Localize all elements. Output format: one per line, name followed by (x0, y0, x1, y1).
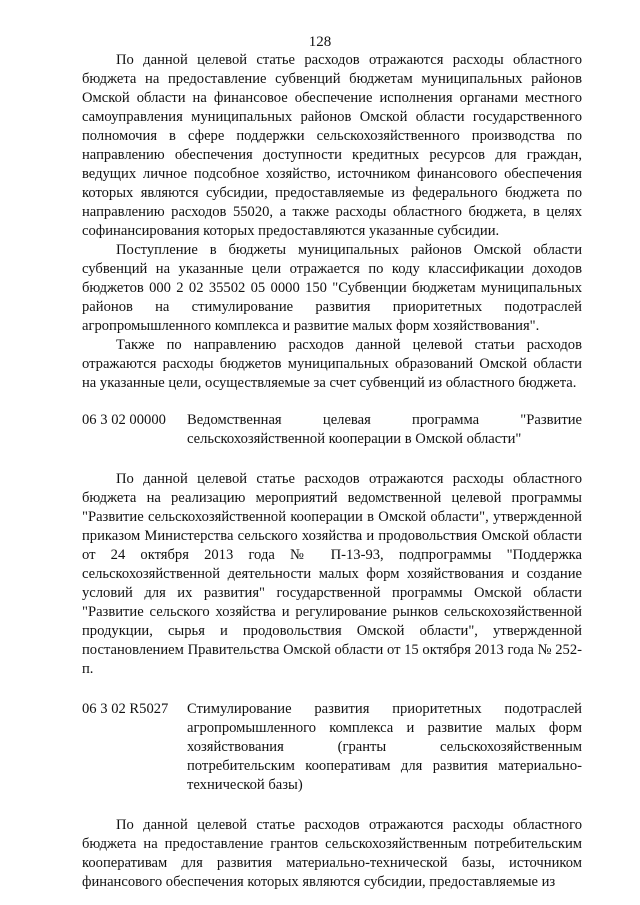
spacer (82, 679, 582, 700)
spacer (82, 393, 582, 411)
paragraph-cooperation-program-expenses: По данной целевой статье расходов отражаются расходы областного бюджета на реализацию мероприятий ведомственной целевой программы "Развитие сельскохозяйственной кооперации в Омской области", утвержденной приказом Министерства сельского хозяйства и продовольствия Омской области от 24 октября 2013 года № П-13-93, подпрограммы "Поддержка сельскохозяйственной деятельности малых форм хозяйствования и создание условий для их развития" государственной программы Омской области "Развитие сельского хозяйства и регулирование рынков сельскохозяйственной продукции, сырья и продовольствия Омской области", утвержденной постановлением Правительства Омской области от 15 октября 2013 года № 252-п. (82, 471, 582, 677)
spacer (82, 795, 582, 816)
paragraph-grant-expenses: По данной целевой статье расходов отражаются расходы областного бюджета на предоставление грантов сельскохозяйственным потребительским кооперативам для развития материально-технической базы, источником финансового обеспечения которых являются субсидии, предоставляемые из (82, 817, 582, 890)
entry-title: Ведомственная целевая программа "Развитие сельскохозяйственной кооперации в Омской области" (187, 412, 582, 447)
entry-title: Стимулирование развития приоритетных подотраслей агропромышленного комплекса и развитие малых форм хозяйствования (гранты сельскохозяйственным потребительским кооперативам для развития материально-технической базы) (187, 701, 582, 793)
entry-code: 06 3 02 R5027 (82, 701, 169, 717)
document-body (82, 51, 582, 892)
budget-entry-grants (82, 700, 582, 795)
paragraph-subvention-expenses: По данной целевой статье расходов отражаются расходы областного бюджета на предоставление субвенций бюджетам муниципальных районов Омской области на финансовое обеспечение исполнения органами местного самоуправления муниципальных районов Омской области государственного полномочия в сфере поддержки сельскохозяйственного производства по направлению обеспечения доступности кредитных ресурсов для граждан, ведущих личное подсобное хозяйство, источником финансового обеспечения которых являются субсидии, предоставляемые из федерального бюджета по направлению расходов 55020, а также расходы областного бюджета, в целях софинансирования которых предоставляются указанные субсидии. (82, 52, 582, 239)
page-number: 128 (308, 34, 332, 50)
paragraph-municipal-expenses: Также по направлению расходов данной целевой статьи расходов отражаются расходы бюджетов муниципальных образований Омской области на указанные цели, осуществляемые за счет субвенций из областного бюджета. (82, 337, 582, 391)
paragraph-subvention-income: Поступление в бюджеты муниципальных районов Омской области субвенций на указанные цели отражается по коду классификации доходов бюджетов 000 2 02 35502 05 0000 150 "Субвенции бюджетам муниципальных районов на стимулирование развития приоритетных подотраслей агропромышленного комплекса и развитие малых форм хозяйствования". (82, 242, 582, 334)
budget-entry-cooperation-program (82, 411, 582, 449)
entry-code: 06 3 02 00000 (82, 412, 166, 428)
spacer (82, 449, 582, 470)
